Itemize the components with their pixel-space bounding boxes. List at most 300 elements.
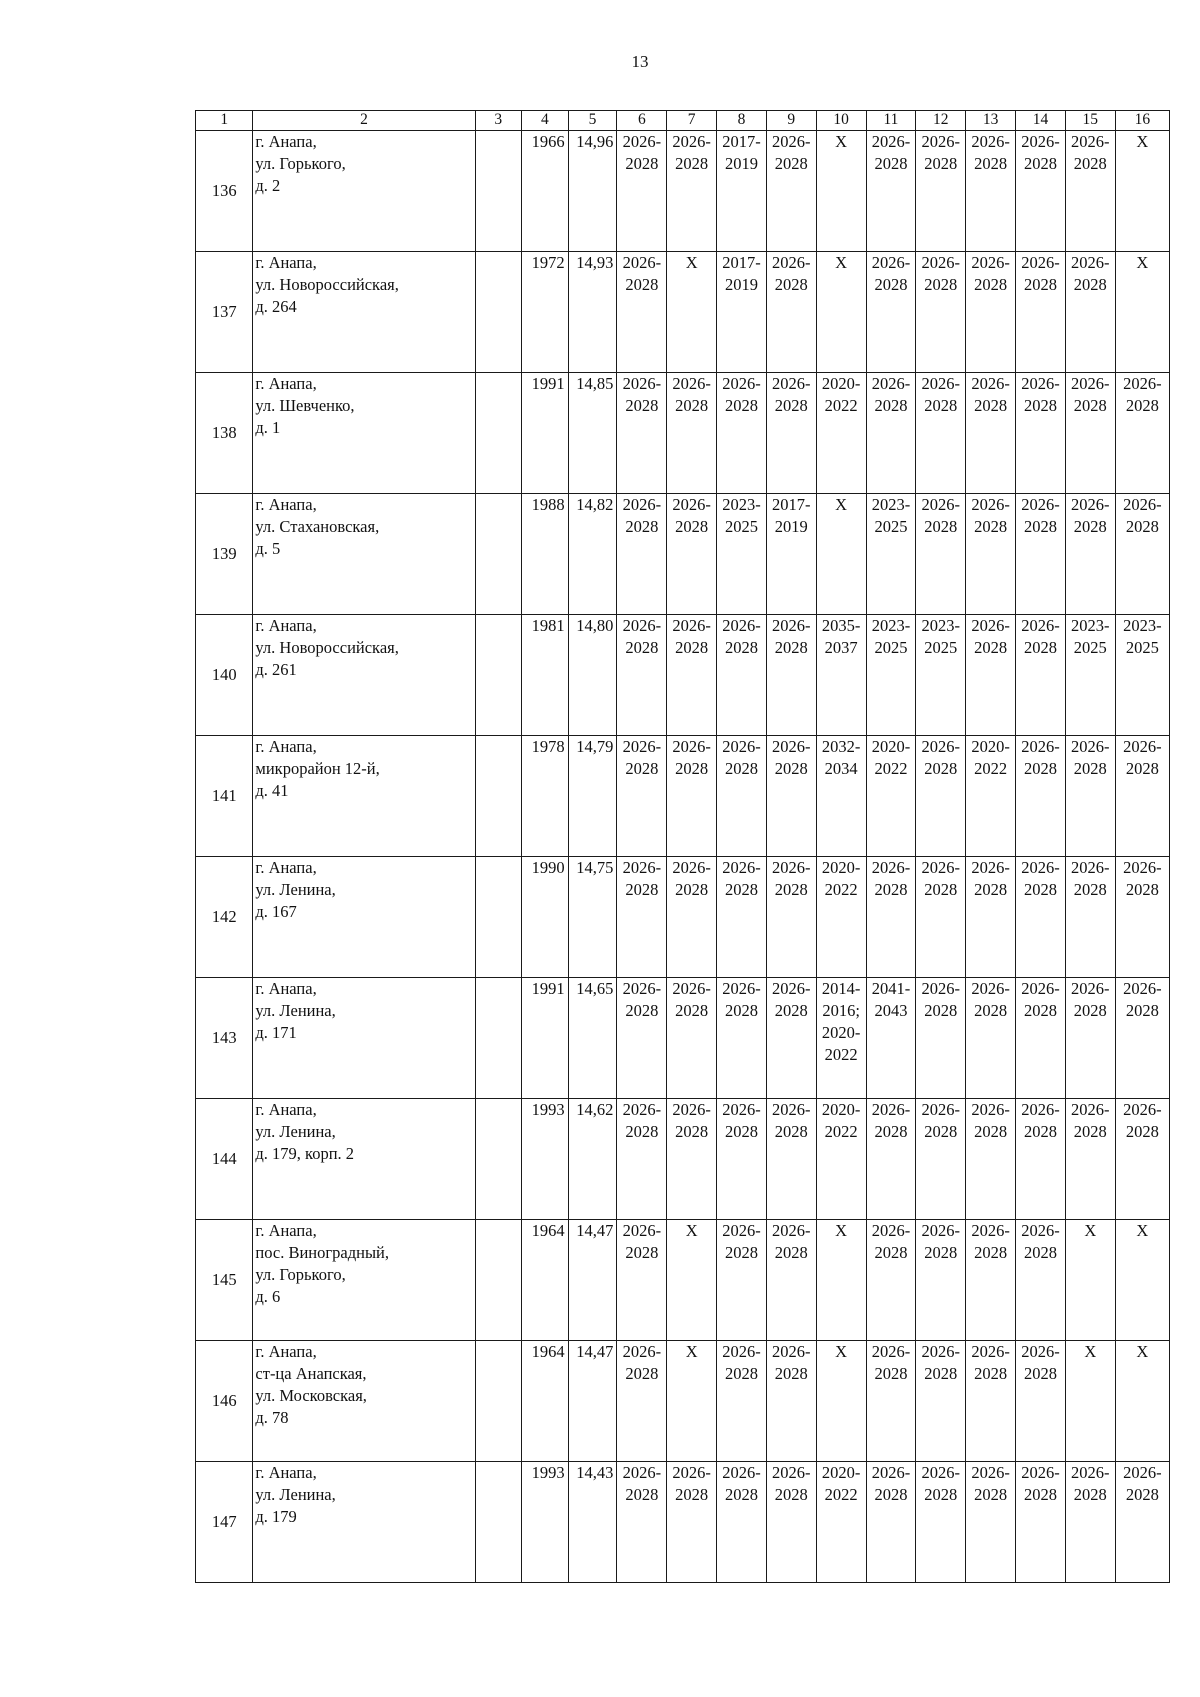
address-cell <box>253 1099 475 1220</box>
period-cell-col-16 <box>1115 1220 1169 1341</box>
period-line: 2028 <box>1125 396 1159 415</box>
column-header-8: 8 <box>717 111 767 131</box>
address-line: ул. Ленина, <box>255 1485 336 1504</box>
period-line: 2028 <box>874 154 908 173</box>
column-5-value-cell: 14,43 <box>568 1462 617 1583</box>
period-cell-col-11 <box>866 252 916 373</box>
period-cell-col-8 <box>717 615 767 736</box>
period-line: 2026- <box>1021 979 1060 998</box>
row-number: 136 <box>196 131 253 252</box>
page-number: 13 <box>631 52 649 71</box>
period-cell-col-14 <box>1016 978 1066 1099</box>
period-line: 2022 <box>824 1485 858 1504</box>
period-line: 2028 <box>1125 759 1159 778</box>
period-line: 2014- <box>821 979 861 998</box>
period-cell-col-6 <box>617 131 667 252</box>
period-line: 2026- <box>722 374 761 393</box>
period-line: 2028 <box>675 1122 709 1141</box>
period-line: 2028 <box>974 1485 1008 1504</box>
period-line: 2028 <box>874 396 908 415</box>
period-line: 2026- <box>1071 495 1110 514</box>
period-line: 2026- <box>722 1342 761 1361</box>
period-line: 2028 <box>625 154 659 173</box>
period-cell-col-10 <box>816 1220 866 1341</box>
column-3-cell <box>475 1341 522 1462</box>
period-line: 2026- <box>1021 1100 1060 1119</box>
period-cell-col-11 <box>866 1099 916 1220</box>
period-line: 2028 <box>625 1243 659 1262</box>
period-cell-col-9 <box>766 494 816 615</box>
period-cell-col-16 <box>1115 373 1169 494</box>
period-line: 2028 <box>625 517 659 536</box>
period-line: 2026- <box>622 616 662 635</box>
period-line: 2028 <box>924 275 958 294</box>
period-line: 2026- <box>871 858 911 877</box>
column-5-value-cell: 14,96 <box>568 131 617 252</box>
period-cell-col-13 <box>966 1099 1016 1220</box>
period-cell-col-14 <box>1016 1462 1066 1583</box>
period-cell-col-13 <box>966 131 1016 252</box>
period-cell-col-12 <box>916 736 966 857</box>
period-cell-col-7 <box>667 373 717 494</box>
period-cell-col-7 <box>667 1220 717 1341</box>
year-built-cell: 1990 <box>522 857 569 978</box>
period-line: 2026- <box>622 1342 662 1361</box>
period-line: 2028 <box>675 396 709 415</box>
period-cell-col-7 <box>667 494 717 615</box>
period-line: 2028 <box>1023 880 1057 899</box>
period-line: 2026- <box>772 1342 811 1361</box>
column-5-value-cell: 14,62 <box>568 1099 617 1220</box>
period-line: X <box>1136 132 1149 151</box>
period-line: 2028 <box>874 1364 908 1383</box>
period-line: 2023- <box>871 495 911 514</box>
column-header-9: 9 <box>766 111 816 131</box>
period-line: 2028 <box>974 275 1008 294</box>
period-line: 2028 <box>1073 1001 1107 1020</box>
table-row <box>196 1341 1170 1462</box>
column-header-3: 3 <box>475 111 522 131</box>
period-line: 2028 <box>924 396 958 415</box>
period-line: 2026- <box>622 1221 662 1240</box>
period-cell-col-9 <box>766 736 816 857</box>
period-cell-col-11 <box>866 615 916 736</box>
column-5-value-cell: 14,47 <box>568 1341 617 1462</box>
period-line: 2028 <box>1125 1485 1159 1504</box>
period-line: 2028 <box>1073 880 1107 899</box>
period-line: 2026- <box>921 1342 961 1361</box>
address-cell <box>253 615 475 736</box>
period-cell-col-14 <box>1016 1099 1066 1220</box>
period-cell-col-13 <box>966 978 1016 1099</box>
period-line: 2028 <box>724 1243 758 1262</box>
period-cell-col-10 <box>816 1341 866 1462</box>
period-cell-col-9 <box>766 1462 816 1583</box>
period-line: X <box>835 253 848 272</box>
year-built-cell: 1993 <box>522 1099 569 1220</box>
period-line: 2026- <box>971 495 1010 514</box>
address-line: ул. Московская, <box>255 1386 367 1405</box>
address-line: д. 179 <box>255 1507 297 1526</box>
period-cell-col-8 <box>717 1099 767 1220</box>
period-cell-col-11 <box>866 1220 916 1341</box>
period-line: 2022 <box>824 880 858 899</box>
period-line: 2028 <box>1023 517 1057 536</box>
period-cell-col-6 <box>617 1341 667 1462</box>
period-line: 2020- <box>821 1100 861 1119</box>
period-line: 2022 <box>824 1045 858 1064</box>
period-cell-col-10 <box>816 494 866 615</box>
period-line: 2028 <box>675 517 709 536</box>
period-cell-col-9 <box>766 252 816 373</box>
address-line: д. 179, корп. 2 <box>255 1144 355 1163</box>
period-cell-col-13 <box>966 1220 1016 1341</box>
period-cell-col-13 <box>966 1462 1016 1583</box>
period-line: 2026- <box>971 616 1010 635</box>
period-line: 2028 <box>675 1485 709 1504</box>
period-line: X <box>1136 253 1149 272</box>
period-line: 2023- <box>1071 616 1110 635</box>
period-line: 2026- <box>1021 616 1060 635</box>
year-built-cell: 1981 <box>522 615 569 736</box>
period-cell-col-6 <box>617 736 667 857</box>
period-line: 2026- <box>772 253 811 272</box>
period-line: 2028 <box>974 880 1008 899</box>
column-5-value-cell: 14,80 <box>568 615 617 736</box>
period-line: 2028 <box>874 275 908 294</box>
period-cell-col-13 <box>966 857 1016 978</box>
period-cell-col-9 <box>766 1099 816 1220</box>
period-line: 2034 <box>824 759 858 778</box>
period-line: 2026- <box>871 132 911 151</box>
period-line: 2041- <box>871 979 911 998</box>
period-cell-col-7 <box>667 736 717 857</box>
period-line: 2017- <box>722 253 761 272</box>
period-line: 2019 <box>774 517 808 536</box>
period-line: 2028 <box>974 1243 1008 1262</box>
period-line: 2026- <box>622 737 662 756</box>
column-header-6: 6 <box>617 111 667 131</box>
period-cell-col-7 <box>667 857 717 978</box>
period-line: 2026- <box>921 253 961 272</box>
column-5-value-cell: 14,82 <box>568 494 617 615</box>
period-cell-col-9 <box>766 1341 816 1462</box>
period-line: 2026- <box>871 1342 911 1361</box>
period-cell-col-15 <box>1065 494 1115 615</box>
period-cell-col-6 <box>617 1462 667 1583</box>
column-header-5: 5 <box>568 111 617 131</box>
period-line: 2028 <box>724 880 758 899</box>
period-line: 2025 <box>1125 638 1159 657</box>
column-header-1: 1 <box>196 111 253 131</box>
period-line: 2022 <box>824 396 858 415</box>
period-line: 2026- <box>1123 858 1162 877</box>
period-cell-col-6 <box>617 1099 667 1220</box>
period-cell-col-7 <box>667 1341 717 1462</box>
period-cell-col-9 <box>766 615 816 736</box>
period-line: 2026- <box>672 1100 711 1119</box>
period-line: 2028 <box>1073 517 1107 536</box>
period-line: 2026- <box>1123 1100 1162 1119</box>
period-cell-col-10 <box>816 857 866 978</box>
year-built-cell: 1966 <box>522 131 569 252</box>
address-line: г. Анапа, <box>255 1463 317 1482</box>
period-cell-col-10 <box>816 736 866 857</box>
period-line: 2028 <box>774 1122 808 1141</box>
period-line: 2028 <box>974 396 1008 415</box>
column-header-10: 10 <box>816 111 866 131</box>
column-header-12: 12 <box>916 111 966 131</box>
address-line: д. 5 <box>255 539 281 558</box>
period-line: 2028 <box>1023 638 1057 657</box>
period-line: 2028 <box>724 1364 758 1383</box>
period-cell-col-8 <box>717 252 767 373</box>
period-cell-col-6 <box>617 1220 667 1341</box>
period-line: 2026- <box>772 374 811 393</box>
period-line: 2026- <box>971 979 1010 998</box>
period-line: 2026- <box>1021 1342 1060 1361</box>
period-line: 2028 <box>924 759 958 778</box>
address-line: д. 1 <box>255 418 281 437</box>
period-line: 2026- <box>971 1342 1010 1361</box>
period-cell-col-14 <box>1016 1220 1066 1341</box>
column-3-cell <box>475 857 522 978</box>
period-cell-col-12 <box>916 252 966 373</box>
period-cell-col-15 <box>1065 1099 1115 1220</box>
period-line: 2026- <box>722 616 761 635</box>
period-cell-col-7 <box>667 131 717 252</box>
period-cell-col-11 <box>866 1462 916 1583</box>
period-cell-col-8 <box>717 1220 767 1341</box>
row-number: 141 <box>196 736 253 857</box>
year-built-cell: 1993 <box>522 1462 569 1583</box>
row-number: 140 <box>196 615 253 736</box>
period-line: 2028 <box>625 275 659 294</box>
period-line: 2028 <box>774 154 808 173</box>
period-line: 2026- <box>1021 495 1060 514</box>
column-3-cell <box>475 494 522 615</box>
period-line: X <box>835 132 848 151</box>
column-3-cell <box>475 736 522 857</box>
row-number: 144 <box>196 1099 253 1220</box>
period-cell-col-16 <box>1115 736 1169 857</box>
address-line: г. Анапа, <box>255 1221 317 1240</box>
address-line: г. Анапа, <box>255 1342 317 1361</box>
period-line: 2028 <box>924 517 958 536</box>
period-line: 2026- <box>1071 374 1110 393</box>
period-cell-col-8 <box>717 494 767 615</box>
period-line: 2026- <box>971 1221 1010 1240</box>
table-row <box>196 736 1170 857</box>
period-line: 2028 <box>924 1001 958 1020</box>
period-line: 2026- <box>971 1100 1010 1119</box>
table-row <box>196 373 1170 494</box>
period-cell-col-12 <box>916 373 966 494</box>
period-cell-col-15 <box>1065 1220 1115 1341</box>
period-line: 2026- <box>672 374 711 393</box>
address-cell <box>253 1220 475 1341</box>
period-line: 2028 <box>1023 275 1057 294</box>
period-cell-col-15 <box>1065 131 1115 252</box>
period-line: 2020- <box>871 737 911 756</box>
period-line: 2026- <box>1123 737 1162 756</box>
column-header-15: 15 <box>1065 111 1115 131</box>
period-cell-col-14 <box>1016 615 1066 736</box>
period-cell-col-10 <box>816 615 866 736</box>
period-cell-col-6 <box>617 252 667 373</box>
period-line: 2028 <box>675 1001 709 1020</box>
period-cell-col-13 <box>966 252 1016 373</box>
period-line: 2028 <box>774 638 808 657</box>
address-line: г. Анапа, <box>255 737 317 756</box>
period-line: 2026- <box>1021 132 1060 151</box>
period-line: 2026- <box>871 253 911 272</box>
row-number: 147 <box>196 1462 253 1583</box>
period-line: 2028 <box>1073 275 1107 294</box>
period-cell-col-14 <box>1016 1341 1066 1462</box>
period-line: 2026- <box>971 132 1010 151</box>
period-line: 2025 <box>924 638 958 657</box>
column-5-value-cell: 14,79 <box>568 736 617 857</box>
period-line: 2028 <box>1023 1243 1057 1262</box>
period-cell-col-15 <box>1065 252 1115 373</box>
period-cell-col-9 <box>766 373 816 494</box>
period-line: X <box>1136 1221 1149 1240</box>
period-line: 2026- <box>672 858 711 877</box>
address-line: г. Анапа, <box>255 979 317 998</box>
period-cell-col-15 <box>1065 373 1115 494</box>
year-built-cell: 1978 <box>522 736 569 857</box>
period-cell-col-7 <box>667 615 717 736</box>
period-line: 2026- <box>1071 979 1110 998</box>
period-cell-col-8 <box>717 857 767 978</box>
period-line: 2028 <box>774 275 808 294</box>
address-line: ул. Горького, <box>255 1265 346 1284</box>
period-line: 2026- <box>722 858 761 877</box>
period-cell-col-10 <box>816 1099 866 1220</box>
period-line: 2028 <box>675 759 709 778</box>
period-line: 2026- <box>1123 1463 1162 1482</box>
period-cell-col-16 <box>1115 1462 1169 1583</box>
address-line: д. 2 <box>255 176 281 195</box>
period-line: 2025 <box>874 638 908 657</box>
period-line: X <box>685 253 698 272</box>
column-3-cell <box>475 373 522 494</box>
period-line: 2026- <box>772 1463 811 1482</box>
period-cell-col-11 <box>866 373 916 494</box>
period-line: 2026- <box>971 253 1010 272</box>
period-line: 2026- <box>921 737 961 756</box>
period-cell-col-6 <box>617 857 667 978</box>
period-line: 2026- <box>921 1463 961 1482</box>
period-line: 2019 <box>724 275 758 294</box>
period-line: 2026- <box>1071 1100 1110 1119</box>
period-cell-col-14 <box>1016 373 1066 494</box>
period-line: 2028 <box>724 638 758 657</box>
period-line: 2020- <box>971 737 1010 756</box>
period-line: 2028 <box>1023 1364 1057 1383</box>
period-line: 2028 <box>1023 1122 1057 1141</box>
address-line: г. Анапа, <box>255 1100 317 1119</box>
period-cell-col-15 <box>1065 615 1115 736</box>
table-body <box>196 131 1170 1583</box>
column-3-cell <box>475 1462 522 1583</box>
period-cell-col-16 <box>1115 494 1169 615</box>
period-line: 2028 <box>924 1364 958 1383</box>
address-line: д. 261 <box>255 660 297 679</box>
period-line: 2028 <box>724 1122 758 1141</box>
address-line: ул. Шевченко, <box>255 396 355 415</box>
address-line: д. 41 <box>255 781 289 800</box>
period-line: 2026- <box>772 858 811 877</box>
column-3-cell <box>475 1099 522 1220</box>
period-cell-col-9 <box>766 857 816 978</box>
period-line: 2043 <box>874 1001 908 1020</box>
period-line: 2026- <box>1071 737 1110 756</box>
period-line: 2020- <box>821 1463 861 1482</box>
column-3-cell <box>475 615 522 736</box>
period-line: 2028 <box>874 880 908 899</box>
table-row <box>196 857 1170 978</box>
period-line: 2026- <box>672 616 711 635</box>
table-row <box>196 615 1170 736</box>
period-cell-col-16 <box>1115 252 1169 373</box>
period-line: 2026- <box>971 858 1010 877</box>
period-line: 2026- <box>921 132 961 151</box>
period-line: 2020- <box>821 374 861 393</box>
period-cell-col-11 <box>866 736 916 857</box>
period-cell-col-7 <box>667 252 717 373</box>
address-line: микрорайон 12-й, <box>255 759 380 778</box>
period-cell-col-8 <box>717 1462 767 1583</box>
period-cell-col-11 <box>866 131 916 252</box>
period-line: 2028 <box>724 1001 758 1020</box>
period-line: 2028 <box>675 880 709 899</box>
column-3-cell <box>475 252 522 373</box>
year-built-cell: 1964 <box>522 1220 569 1341</box>
period-line: 2037 <box>824 638 858 657</box>
period-cell-col-13 <box>966 615 1016 736</box>
address-line: пос. Виноградный, <box>255 1243 389 1262</box>
period-line: 2028 <box>774 1364 808 1383</box>
period-cell-col-12 <box>916 494 966 615</box>
period-cell-col-16 <box>1115 857 1169 978</box>
period-line: 2028 <box>675 154 709 173</box>
period-line: 2025 <box>724 517 758 536</box>
address-line: ул. Ленина, <box>255 1001 336 1020</box>
period-line: X <box>1136 1342 1149 1361</box>
period-cell-col-12 <box>916 978 966 1099</box>
period-cell-col-13 <box>966 373 1016 494</box>
period-line: 2028 <box>675 638 709 657</box>
row-number: 142 <box>196 857 253 978</box>
column-header-13: 13 <box>966 111 1016 131</box>
period-line: 2026- <box>921 1221 961 1240</box>
period-line: 2026- <box>1021 1463 1060 1482</box>
address-line: ул. Новороссийская, <box>255 275 399 294</box>
period-cell-col-12 <box>916 1462 966 1583</box>
period-line: 2028 <box>874 1485 908 1504</box>
period-line: 2028 <box>924 1485 958 1504</box>
column-5-value-cell: 14,93 <box>568 252 617 373</box>
period-line: 2026- <box>1021 253 1060 272</box>
period-cell-col-8 <box>717 373 767 494</box>
period-line: 2026- <box>1021 1221 1060 1240</box>
period-cell-col-15 <box>1065 736 1115 857</box>
period-line: 2026- <box>921 858 961 877</box>
period-line: 2028 <box>924 154 958 173</box>
period-line: 2026- <box>772 737 811 756</box>
